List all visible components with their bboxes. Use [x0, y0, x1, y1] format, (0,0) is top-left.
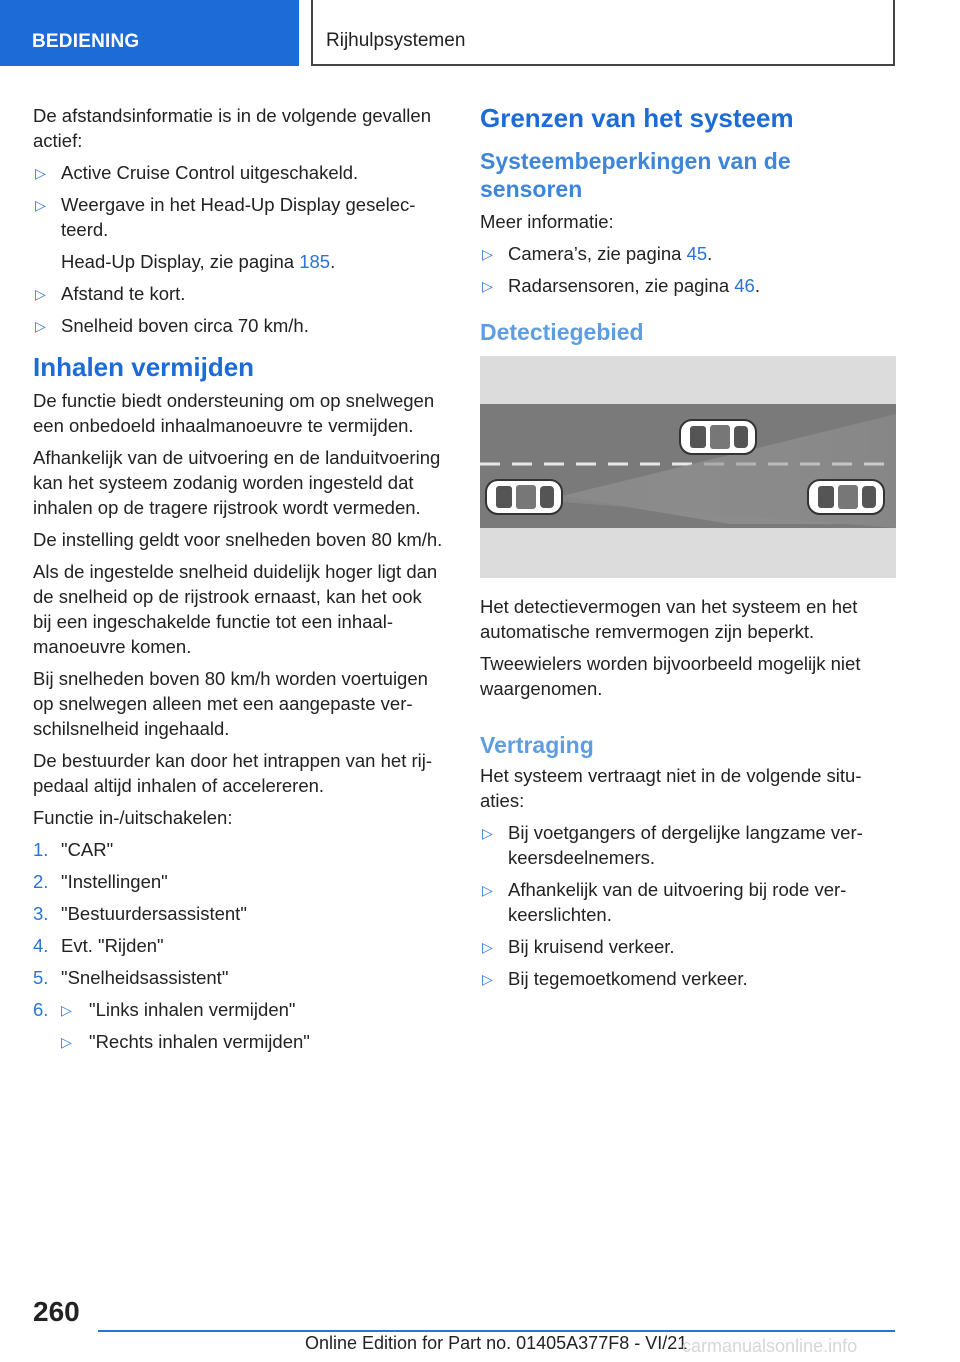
list-item: ▷ Bij kruisend verkeer.: [480, 934, 896, 959]
list-item: ▷ Camera’s, zie pagina 45.: [480, 241, 896, 266]
paragraph: Functie in-/uitschakelen:: [33, 807, 233, 828]
paragraph: Bij snelheden boven 80 km/h worden voertuigen op snelwegen alleen met een aangepaste verschilsnelheid ingehaald.: [33, 668, 428, 739]
chapter-box: [311, 0, 895, 66]
list-item: ▷ Afhankelijk van de uitvoering bij rode verkeerslichten.: [482, 879, 847, 925]
paragraph: Het detectievermogen van het systeem en het automatische remvermogen zijn beperkt.: [480, 596, 858, 642]
sub-option: ▷ "Links inhalen vermijden": [61, 997, 443, 1022]
triangle-bullet-icon: ▷: [482, 939, 493, 955]
watermark: carmanualsonline.info: [682, 1336, 858, 1356]
section-label: BEDIENING: [32, 31, 140, 52]
detection-area-illustration: [480, 356, 896, 578]
triangle-bullet-icon: ▷: [35, 318, 46, 334]
heading-sensor-limits: Systeembeperkingen van de sensoren: [480, 148, 791, 202]
triangle-bullet-icon: ▷: [482, 246, 493, 262]
step-item: 1. "CAR": [33, 839, 114, 860]
car-icon: [680, 420, 756, 454]
list-item: ▷ Bij voetgangers of dergelijke langzame verkeersdeelnemers.: [482, 822, 863, 868]
heading-inhalen-vermijden: Inhalen vermijden: [33, 352, 255, 382]
page-link-185[interactable]: 185: [299, 251, 331, 272]
triangle-bullet-icon: ▷: [482, 882, 493, 898]
page-header: [0, 0, 960, 66]
page-link-45[interactable]: 45: [686, 243, 708, 264]
list-item: ▷ Radarsensoren, zie pagina 46.: [480, 273, 896, 298]
section-tab: [0, 0, 299, 66]
triangle-bullet-icon: ▷: [35, 286, 46, 302]
step-item: 3. "Bestuurdersassistent": [33, 903, 247, 924]
chapter-label: Rijhulpsystemen: [326, 30, 466, 51]
list-item: ▷ Bij tegemoetkomend verkeer.: [480, 966, 896, 991]
paragraph: De instelling geldt voor snelheden boven 80 km/h.: [33, 529, 443, 550]
list-item: ▷ Snelheid boven circa 70 km/h.: [33, 313, 443, 338]
heading-detection-area: Detectiegebied: [480, 319, 644, 345]
page-link-46[interactable]: 46: [734, 275, 755, 296]
paragraph: Afhankelijk van de uitvoering en de landuitvoering kan het systeem zodanig worden ingesteld dat inhalen op de tragere rijstrook wordt vermeden.: [33, 447, 441, 518]
hud-reference: Head-Up Display, zie pagina 185.: [61, 251, 336, 272]
footer-divider: [98, 1330, 895, 1332]
paragraph: Tweewielers worden bijvoorbeeld mogelijk niet waargenomen.: [480, 653, 861, 699]
triangle-bullet-icon: ▷: [35, 197, 46, 213]
reference-list: [480, 241, 896, 298]
step-item: 4. Evt. "Rijden": [33, 935, 164, 956]
distance-info-list: [33, 160, 443, 338]
more-info-label: Meer informatie:: [480, 211, 614, 232]
list-item: ▷ Active Cruise Control uitgeschakeld.: [33, 160, 443, 185]
triangle-bullet-icon: ▷: [482, 278, 493, 294]
list-item: ▷ Weergave in het Head-Up Display geselecteerd. Head-Up Display, zie pagina 185.: [33, 192, 443, 274]
triangle-bullet-icon: ▷: [35, 165, 46, 181]
road-diagram: [480, 356, 896, 578]
edition-text: Online Edition for Part no. 01405A377F8 - VI/21: [305, 1333, 688, 1353]
car-icon: [486, 480, 562, 514]
steps-list: [33, 837, 443, 1054]
paragraph: De functie biedt ondersteuning om op snelwegen een onbedoeld inhaalmanoeuvre te vermijden.: [33, 390, 435, 436]
paragraph: De bestuurder kan door het intrappen van het rijpedaal altijd inhalen of accelereren.: [33, 750, 433, 796]
triangle-bullet-icon: ▷: [61, 1034, 72, 1050]
sub-option: ▷ "Rechts inhalen vermijden": [61, 1029, 443, 1054]
step-item: 5. "Snelheidsassistent": [33, 967, 229, 988]
right-column: [480, 103, 896, 998]
triangle-bullet-icon: ▷: [482, 825, 493, 841]
list-item: ▷ Afstand te kort.: [33, 281, 443, 306]
triangle-bullet-icon: ▷: [61, 1002, 72, 1018]
paragraph: Het systeem vertraagt niet in de volgende situaties:: [480, 765, 862, 811]
page-number: 260: [33, 1296, 80, 1327]
left-column: [33, 103, 443, 1061]
step-item: 6. ▷ "Links inhalen vermijden" ▷ "Rechts inhalen vermijden": [33, 997, 443, 1054]
paragraph: Als de ingestelde snelheid duidelijk hoger ligt dan de snelheid op de rijstrook ernaast, kan het ook bij een ingeschakelde functie tot een inhaalmanoeuvre komen.: [33, 561, 438, 657]
step-item: 2. "Instellingen": [33, 871, 168, 892]
heading-grenzen: Grenzen van het systeem: [480, 103, 794, 133]
intro-text: De afstandsinformatie is in de volgende gevallen actief:: [33, 105, 431, 151]
delay-list: [480, 820, 896, 991]
car-icon: [808, 480, 884, 514]
triangle-bullet-icon: ▷: [482, 971, 493, 987]
heading-vertraging: Vertraging: [480, 732, 594, 758]
